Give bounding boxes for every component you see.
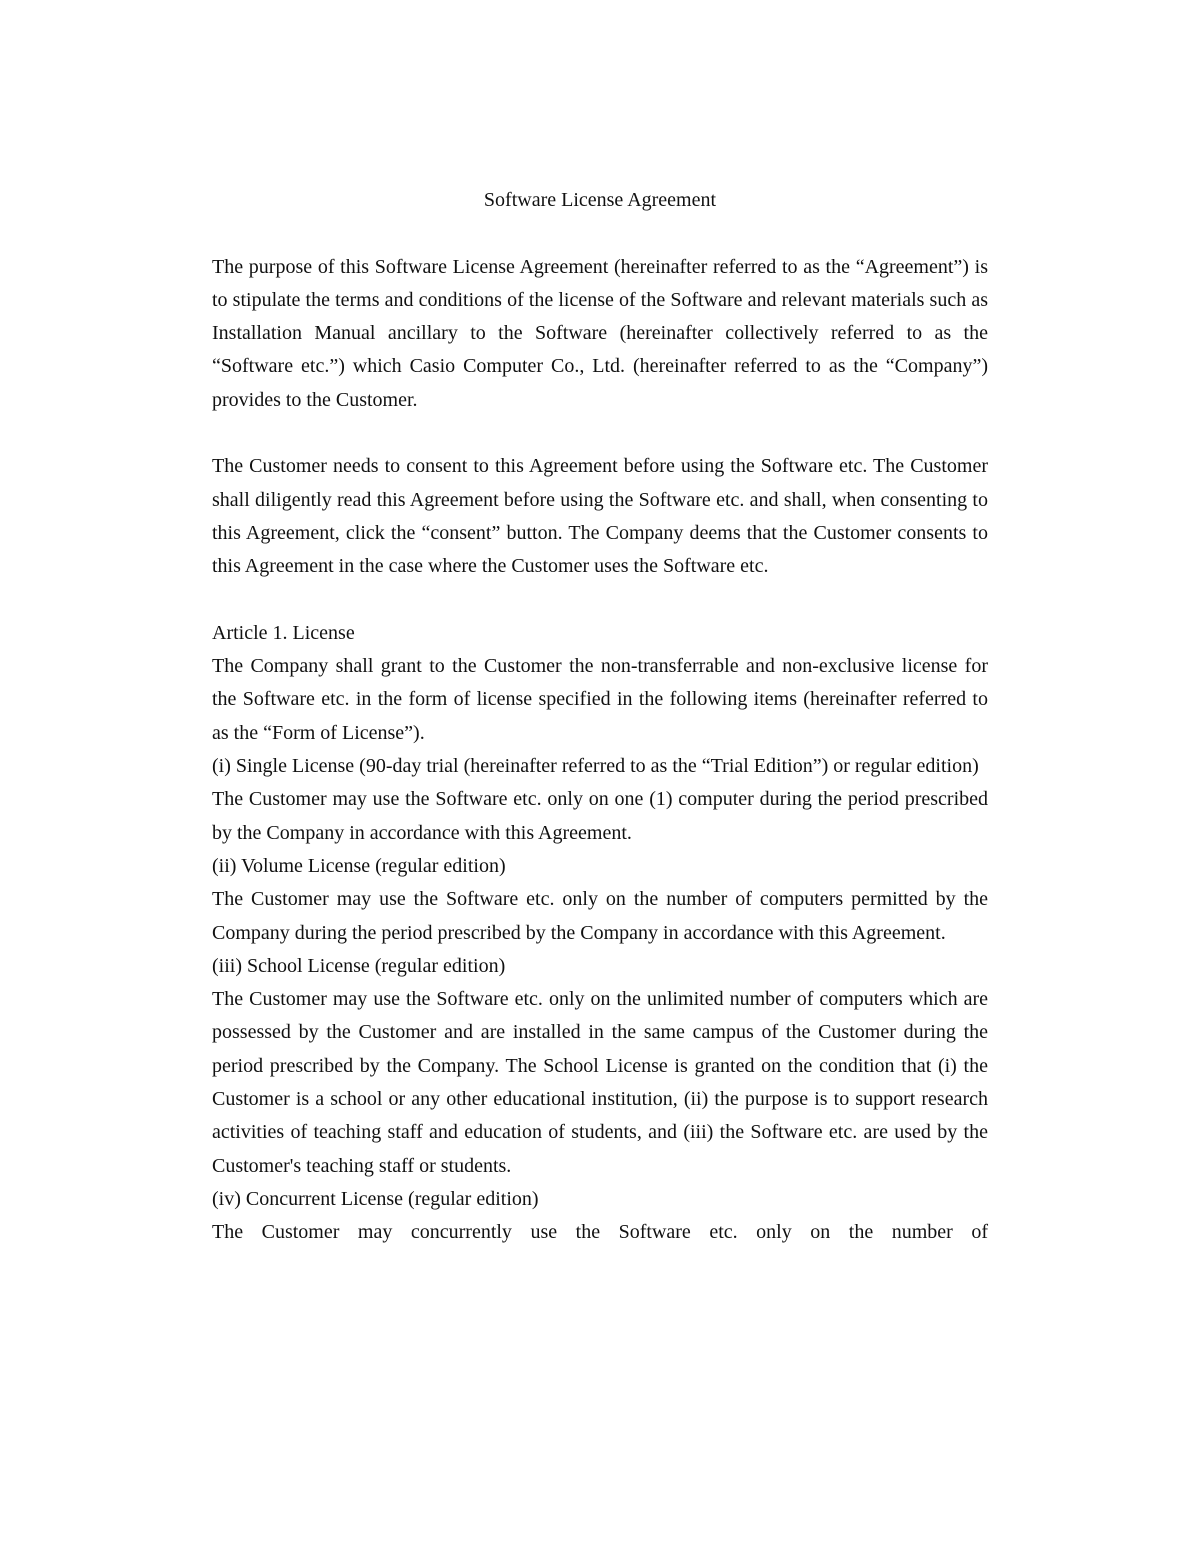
item-3-text: The Customer may use the Software etc. only on the unlimited number of computers which are possessed by the Customer and are installed in the same campus of the Customer during the period prescribed by the Company. The School License is granted on the condition that (i) the Customer is a school or any other educational institution, (ii) the purpose is to support research activities of teaching staff and education of students, and (iii) the Software etc. are used by the Customer's teaching staff or students. — [212, 988, 988, 1177]
item-4-label: (iv) Concurrent License (regular edition) — [212, 1187, 539, 1210]
document-page — [212, 184, 988, 1250]
item-1-text: The Customer may use the Software etc. only on one (1) computer during the period prescribed by the Company in accordance with this Agreement. — [212, 788, 988, 844]
spacer — [212, 584, 988, 617]
item-3-label: (iii) School License (regular edition) — [212, 954, 506, 977]
item-1-label: (i) Single License (90-day trial (hereinafter referred to as the “Trial Edition”) or regular edition) — [212, 755, 979, 778]
item-4-text: The Customer may concurrently use the Software etc. only on the number of — [212, 1221, 988, 1244]
item-2-label: (ii) Volume License (regular edition) — [212, 854, 506, 877]
spacer — [212, 217, 988, 250]
article-1-body: The Company shall grant to the Customer the non-transferrable and non-exclusive license for the Software etc. in the form of license specified in the following items (hereinafter referred to as the “Form of License”). — [212, 655, 988, 744]
intro-paragraph-2: The Customer needs to consent to this Agreement before using the Software etc. The Customer shall diligently read this Agreement before using the Software etc. and shall, when consenting to this Agreement, click the “consent” button. The Company deems that the Customer consents to this Agreement in the case where the Customer uses the Software etc. — [212, 455, 988, 578]
item-2-text: The Customer may use the Software etc. only on the number of computers permitted by the Company during the period prescribed by the Company in accordance with this Agreement. — [212, 888, 988, 944]
spacer — [212, 417, 988, 450]
article-1-heading: Article 1. License — [212, 621, 355, 644]
intro-paragraph-1: The purpose of this Software License Agreement (hereinafter referred to as the “Agreement”) is to stipulate the terms and conditions of the license of the Software and relevant materials such as Installation Manual ancillary to the Software (hereinafter collectively referred to as the “Software etc.”) which Casio Computer Co., Ltd. (hereinafter referred to as the “Company”) provides to the Customer. — [212, 255, 988, 411]
document-title: Software License Agreement — [483, 189, 717, 211]
